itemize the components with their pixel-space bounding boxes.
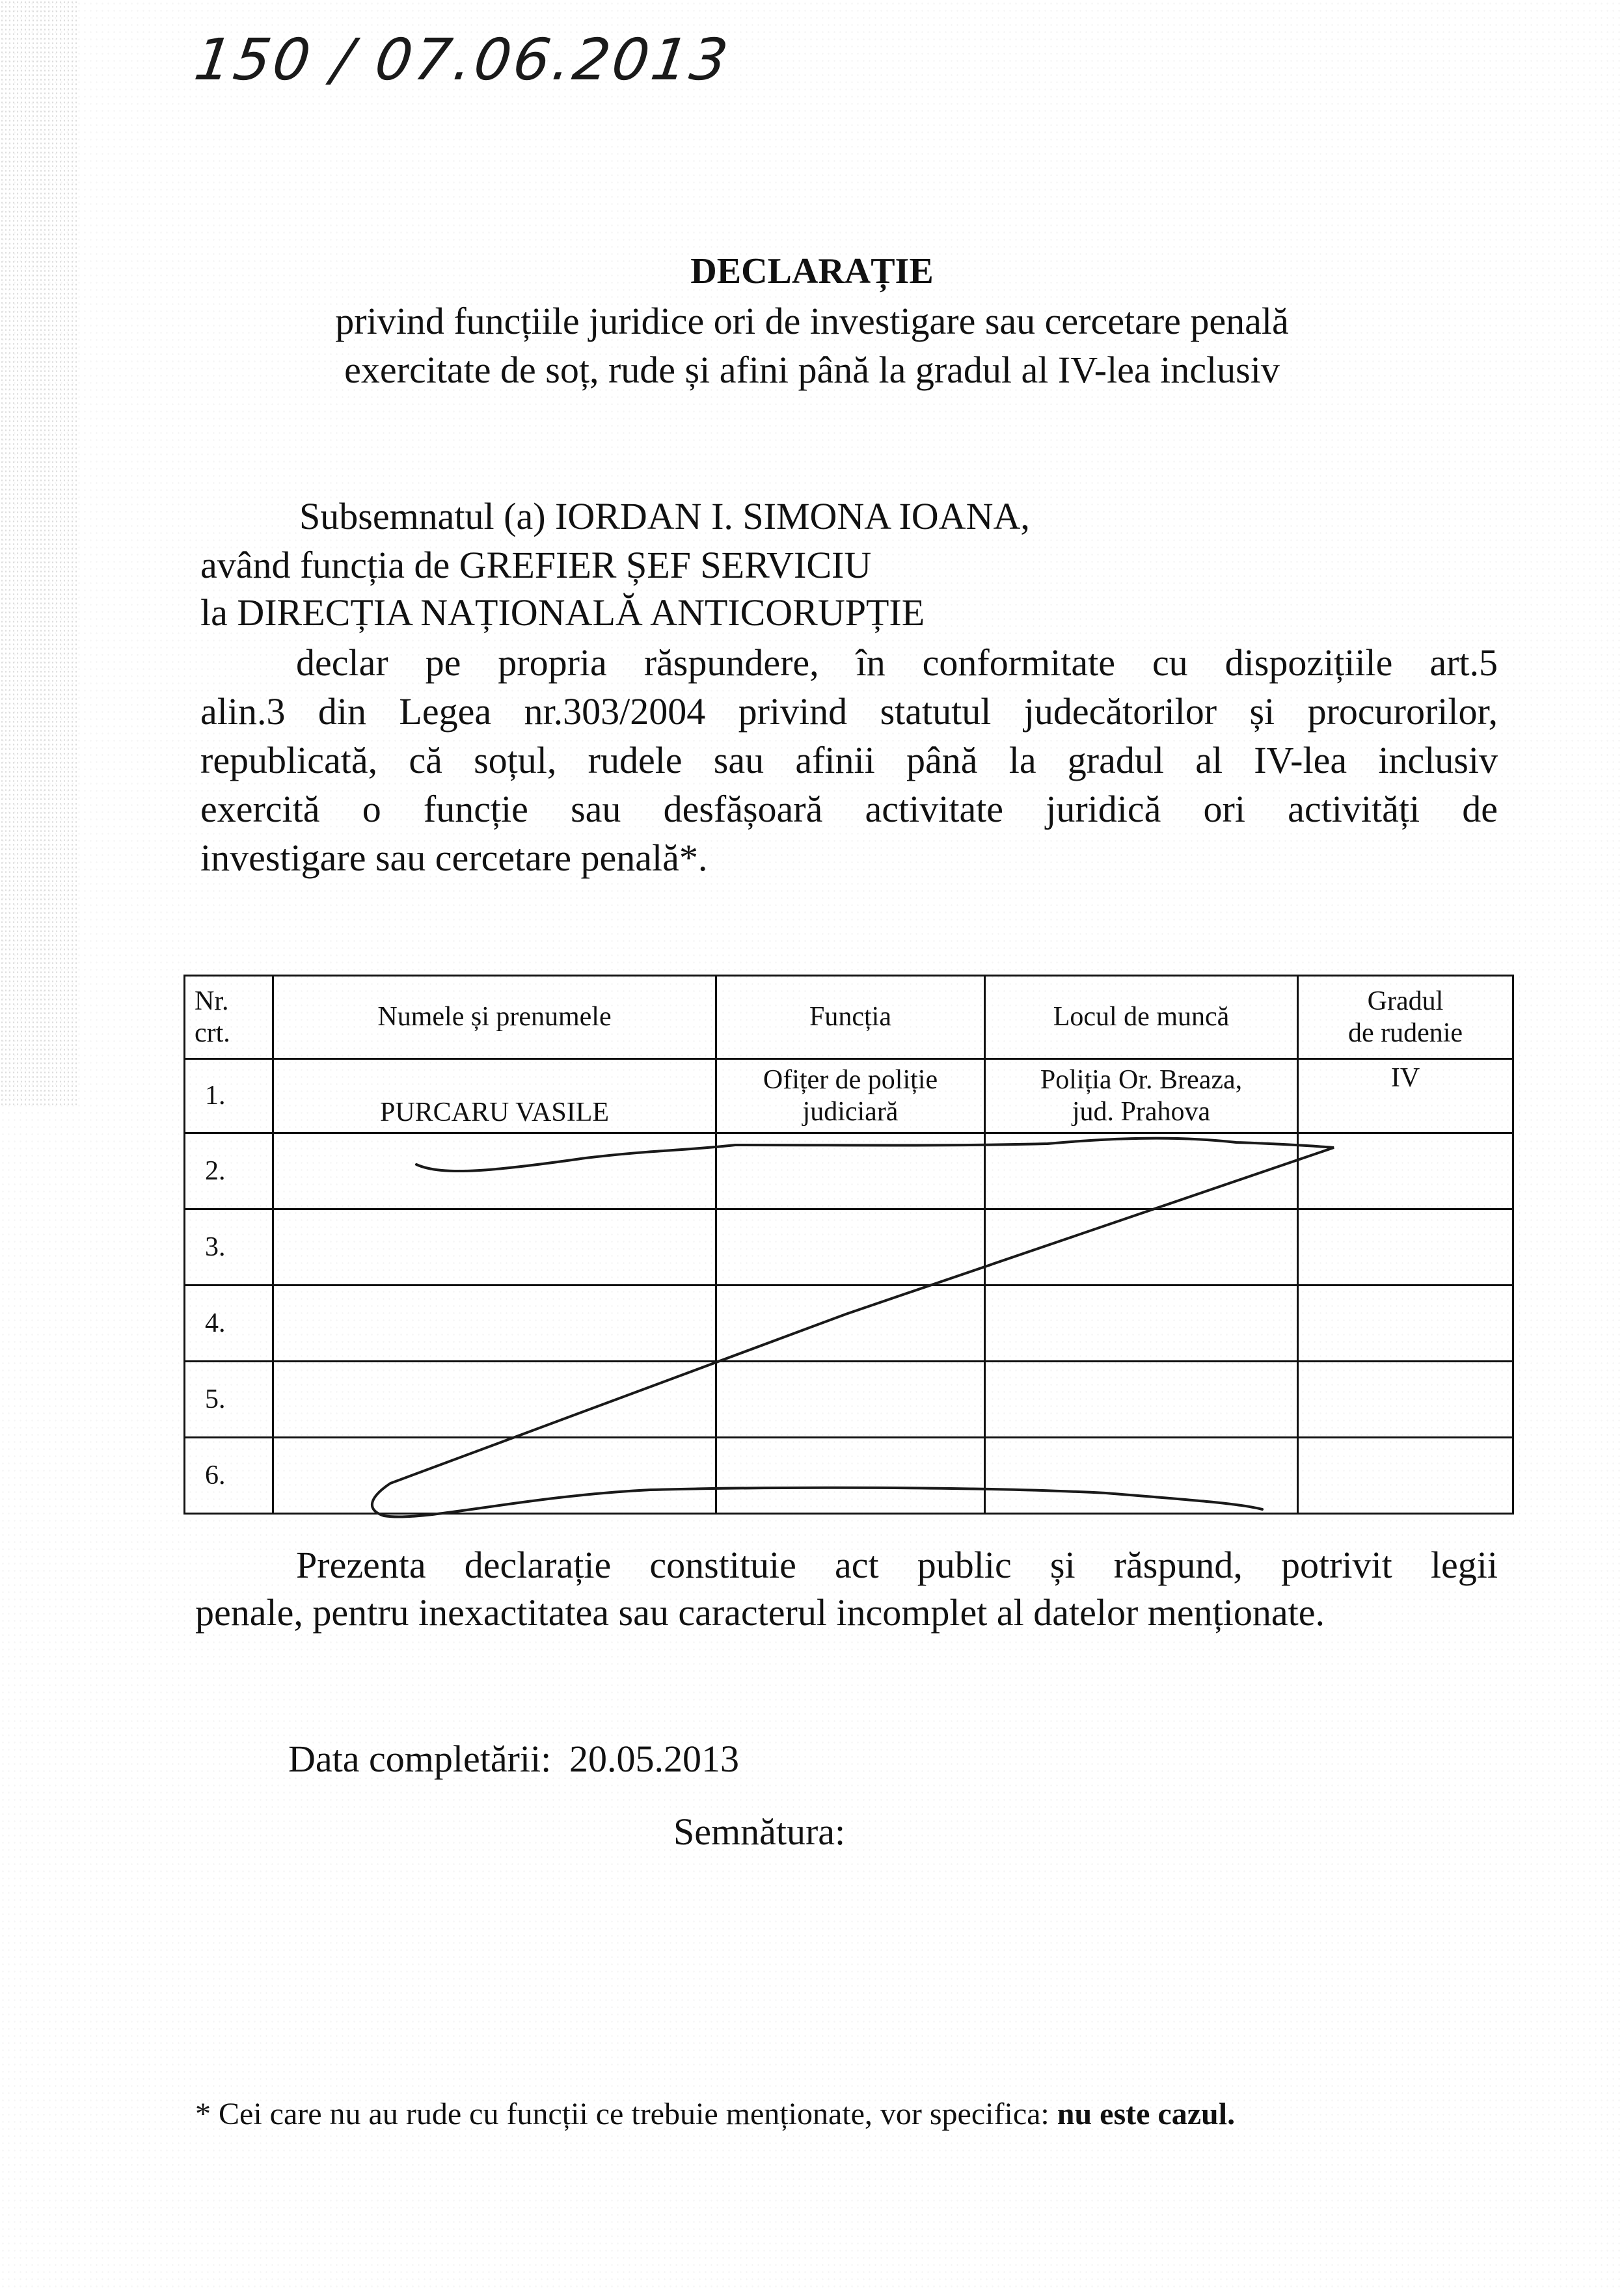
cell-degree <box>1298 1133 1513 1209</box>
footnote-bold-text: nu este cazul. <box>1057 2097 1236 2131</box>
cell-function-line1: Ofițer de poliție <box>763 1065 938 1096</box>
header-nr <box>185 976 273 1059</box>
declarant-institution-line: la DIRECȚIA NAȚIONALĂ ANTICORUPȚIE <box>200 591 925 634</box>
cell-degree <box>1298 1362 1513 1438</box>
footnote <box>195 2096 1235 2132</box>
cell-workplace <box>985 1286 1298 1362</box>
table-row <box>185 1286 1513 1362</box>
header-degree-line2: de rudenie <box>1347 1017 1463 1048</box>
cell-function-line2: judiciară <box>802 1096 899 1127</box>
statement-line-3: republicată, că soțul, rudele sau afinii până la gradul al IV-lea inclusiv <box>200 739 1498 781</box>
cell-nr: 6. <box>185 1438 273 1514</box>
header-nr-line1: Nr. <box>195 986 229 1017</box>
statement-line-2: alin.3 din Legea nr.303/2004 privind statutul judecătorilor și procurorilor, <box>200 690 1498 733</box>
cell-function <box>716 1133 985 1209</box>
cell-nr: 2. <box>185 1133 273 1209</box>
header-degree <box>1298 976 1513 1059</box>
document-title: DECLARAȚIE <box>690 251 934 291</box>
cell-name <box>273 1362 716 1438</box>
table-row <box>185 1209 1513 1286</box>
cell-workplace-line2: jud. Prahova <box>1072 1096 1211 1127</box>
header-name: Numele și prenumele <box>273 976 716 1059</box>
cell-workplace <box>985 1209 1298 1286</box>
declarant-name-line: Subsemnatul (a) IORDAN I. SIMONA IOANA, <box>299 495 1030 537</box>
cell-name <box>273 1438 716 1514</box>
cell-function <box>716 1059 985 1133</box>
cell-nr: 5. <box>185 1362 273 1438</box>
cell-degree <box>1298 1209 1513 1286</box>
table-row <box>185 1059 1513 1133</box>
cell-name <box>273 1133 716 1209</box>
header-nr-line2: crt. <box>195 1017 230 1048</box>
table-header-row <box>185 976 1513 1059</box>
cell-degree: IV <box>1298 1059 1513 1133</box>
table-row <box>185 1133 1513 1209</box>
completion-date-label: Data completării: <box>288 1738 552 1780</box>
handwritten-registration-number: 150 / 07.06.2013 <box>190 26 735 93</box>
cell-nr: 4. <box>185 1286 273 1362</box>
cell-function <box>716 1438 985 1514</box>
cell-name <box>273 1286 716 1362</box>
cell-workplace-line1: Poliția Or. Breaza, <box>1040 1065 1243 1096</box>
cell-workplace <box>985 1438 1298 1514</box>
footnote-text: * Cei care nu au rude cu funcții ce trebuie menționate, vor specifica: <box>195 2097 1049 2131</box>
document-subtitle-line1: privind funcțiile juridice ori de investigare sau cercetare penală <box>335 300 1289 342</box>
table-row <box>185 1438 1513 1514</box>
cell-function <box>716 1362 985 1438</box>
cell-nr: 3. <box>185 1209 273 1286</box>
scan-edge-texture <box>0 0 78 1106</box>
signature-label: Semnătura: <box>673 1811 846 1853</box>
header-degree-line1: Gradul <box>1367 986 1444 1017</box>
cell-degree <box>1298 1286 1513 1362</box>
cell-nr: 1. <box>185 1059 273 1133</box>
statement-line-4: exercită o funcție sau desfășoară activitate juridică ori activități de <box>200 788 1498 830</box>
header-workplace: Locul de muncă <box>985 976 1298 1059</box>
closing-line-2: penale, pentru inexactitatea sau caracterul incomplet al datelor menționate. <box>195 1591 1325 1634</box>
cell-function <box>716 1209 985 1286</box>
cell-function <box>716 1286 985 1362</box>
cell-name <box>273 1209 716 1286</box>
document-subtitle-line2: exercitate de soț, rude și afini până la gradul al IV-lea inclusiv <box>344 349 1280 391</box>
completion-date-value: 20.05.2013 <box>569 1738 739 1780</box>
relatives-table <box>183 975 1514 1515</box>
cell-name: PURCARU VASILE <box>273 1059 716 1133</box>
cell-workplace <box>985 1133 1298 1209</box>
cell-workplace <box>985 1059 1298 1133</box>
table-row <box>185 1362 1513 1438</box>
statement-line-5: investigare sau cercetare penală*. <box>200 837 708 879</box>
closing-line-1: Prezenta declarație constituie act public și răspund, potrivit legii <box>296 1544 1498 1586</box>
statement-line-1: declar pe propria răspundere, în conformitate cu dispozițiile art.5 <box>296 641 1498 684</box>
header-function: Funcția <box>716 976 985 1059</box>
declarant-position-line: având funcția de GREFIER ȘEF SERVICIU <box>200 544 872 586</box>
cell-workplace <box>985 1362 1298 1438</box>
cell-degree <box>1298 1438 1513 1514</box>
